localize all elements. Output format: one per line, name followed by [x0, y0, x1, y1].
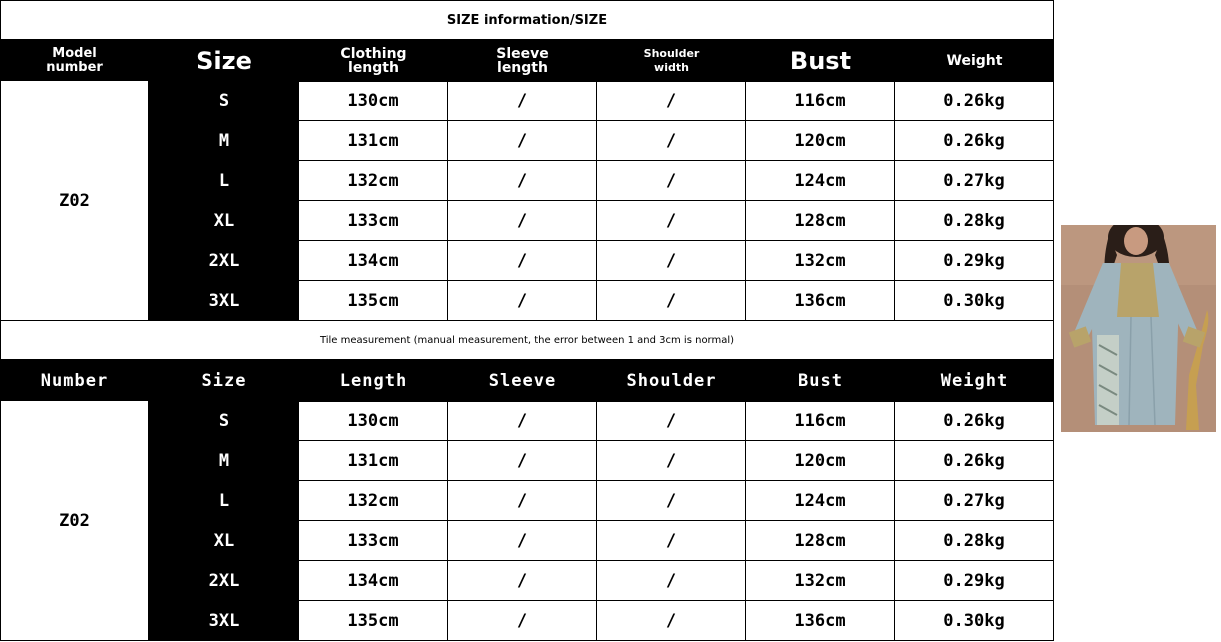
table1-title: SIZE information/SIZE [0, 0, 1054, 40]
bust-cell: 120cm [746, 121, 895, 161]
size-cell: M [218, 131, 230, 151]
sleeve-cell: / [448, 241, 597, 281]
table2-size-column [149, 401, 299, 641]
table1-header-size: Size [196, 46, 252, 75]
size-cell: 2XL [208, 251, 240, 271]
weight-cell: 0.30kg [895, 601, 1054, 641]
bust-cell: 136cm [746, 601, 895, 641]
header-text: Sleeve length [496, 45, 549, 76]
bust-cell: 128cm [746, 521, 895, 561]
table2-header-number: Number [40, 370, 109, 391]
header-text: Shoulder width [643, 46, 700, 74]
weight-cell: 0.26kg [895, 81, 1054, 121]
weight-cell: 0.26kg [895, 441, 1054, 481]
table-row [299, 481, 1054, 521]
length-cell: 134cm [299, 561, 448, 601]
length-cell: 133cm [299, 201, 448, 241]
table-row [299, 561, 1054, 601]
table2-header-weight: Weight [940, 370, 1009, 391]
weight-cell: 0.29kg [895, 561, 1054, 601]
bust-cell: 132cm [746, 241, 895, 281]
weight-cell: 0.27kg [895, 161, 1054, 201]
sleeve-cell: / [448, 81, 597, 121]
weight-cell: 0.26kg [895, 121, 1054, 161]
table-row [299, 521, 1054, 561]
table1-header-shoulder [597, 40, 746, 81]
bust-cell: 120cm [746, 441, 895, 481]
length-cell: 135cm [299, 281, 448, 321]
shoulder-cell: / [597, 521, 746, 561]
dress-photo [1061, 225, 1216, 432]
bust-cell: 124cm [746, 481, 895, 521]
bust-cell: 136cm [746, 281, 895, 321]
size-cell: L [218, 491, 230, 511]
bust-cell: 124cm [746, 161, 895, 201]
bust-cell: 116cm [746, 81, 895, 121]
header-text: Model number [46, 45, 103, 75]
table2-header-shoulder: Shoulder [626, 370, 717, 391]
sleeve-cell: / [448, 521, 597, 561]
table1-header-bust: Bust [789, 46, 852, 75]
sleeve-cell: / [448, 281, 597, 321]
size-cell: 3XL [208, 291, 240, 311]
table1-header-weight: Weight [946, 52, 1003, 69]
table-row [299, 81, 1054, 121]
length-cell: 131cm [299, 441, 448, 481]
sleeve-cell: / [448, 441, 597, 481]
shoulder-cell: / [597, 281, 746, 321]
weight-cell: 0.27kg [895, 481, 1054, 521]
table1-header-row [0, 40, 1054, 81]
table-row [299, 281, 1054, 321]
table1-size-column [149, 81, 299, 321]
shoulder-cell: / [597, 561, 746, 601]
table1-header-length [299, 40, 448, 81]
table1-header-sleeve [448, 40, 597, 81]
bust-cell: 116cm [746, 401, 895, 441]
table2-header-size: Size [201, 370, 247, 391]
table-row [299, 121, 1054, 161]
weight-cell: 0.28kg [895, 201, 1054, 241]
table2-value-rows [299, 401, 1054, 641]
length-cell: 135cm [299, 601, 448, 641]
table-row [299, 401, 1054, 441]
weight-cell: 0.30kg [895, 281, 1054, 321]
table2-header-bust: Bust [798, 370, 843, 391]
bust-cell: 128cm [746, 201, 895, 241]
shoulder-cell: / [597, 161, 746, 201]
length-cell: 130cm [299, 81, 448, 121]
weight-cell: 0.28kg [895, 521, 1054, 561]
table2-body [0, 401, 1054, 641]
table-row [299, 161, 1054, 201]
table-row [299, 441, 1054, 481]
length-cell: 130cm [299, 401, 448, 441]
size-cell: S [218, 91, 230, 111]
sleeve-cell: / [448, 481, 597, 521]
table1-body [0, 81, 1054, 321]
table2-header-sleeve: Sleeve [488, 370, 557, 391]
size-cell: 2XL [208, 571, 240, 591]
size-cell: XL [213, 531, 235, 551]
sleeve-cell: / [448, 161, 597, 201]
table1-header-model [0, 40, 149, 81]
shoulder-cell: / [597, 121, 746, 161]
sleeve-cell: / [448, 201, 597, 241]
shoulder-cell: / [597, 81, 746, 121]
shoulder-cell: / [597, 201, 746, 241]
shoulder-cell: / [597, 601, 746, 641]
size-cell: L [218, 171, 230, 191]
weight-cell: 0.26kg [895, 401, 1054, 441]
length-cell: 132cm [299, 481, 448, 521]
weight-cell: 0.29kg [895, 241, 1054, 281]
size-cell: S [218, 411, 230, 431]
table1-value-rows [299, 81, 1054, 321]
shoulder-cell: / [597, 401, 746, 441]
length-cell: 132cm [299, 161, 448, 201]
sleeve-cell: / [448, 601, 597, 641]
table-row [299, 241, 1054, 281]
dress-photo-icon [1061, 225, 1216, 432]
sleeve-cell: / [448, 121, 597, 161]
table-row [299, 201, 1054, 241]
length-cell: 134cm [299, 241, 448, 281]
table-row [299, 601, 1054, 641]
table2-title: Tile measurement (manual measurement, the error between 1 and 3cm is normal) [0, 320, 1054, 360]
table1-model-number: Z02 [0, 81, 149, 321]
table2-header-length: Length [339, 370, 408, 391]
bust-cell: 132cm [746, 561, 895, 601]
header-text: Clothing length [340, 45, 407, 76]
table2-model-number: Z02 [0, 401, 149, 641]
length-cell: 131cm [299, 121, 448, 161]
size-cell: XL [213, 211, 235, 231]
shoulder-cell: / [597, 481, 746, 521]
shoulder-cell: / [597, 441, 746, 481]
sleeve-cell: / [448, 561, 597, 601]
size-cell: 3XL [208, 611, 240, 631]
size-cell: M [218, 451, 230, 471]
shoulder-cell: / [597, 241, 746, 281]
table2-header-row [0, 360, 1054, 401]
sleeve-cell: / [448, 401, 597, 441]
length-cell: 133cm [299, 521, 448, 561]
